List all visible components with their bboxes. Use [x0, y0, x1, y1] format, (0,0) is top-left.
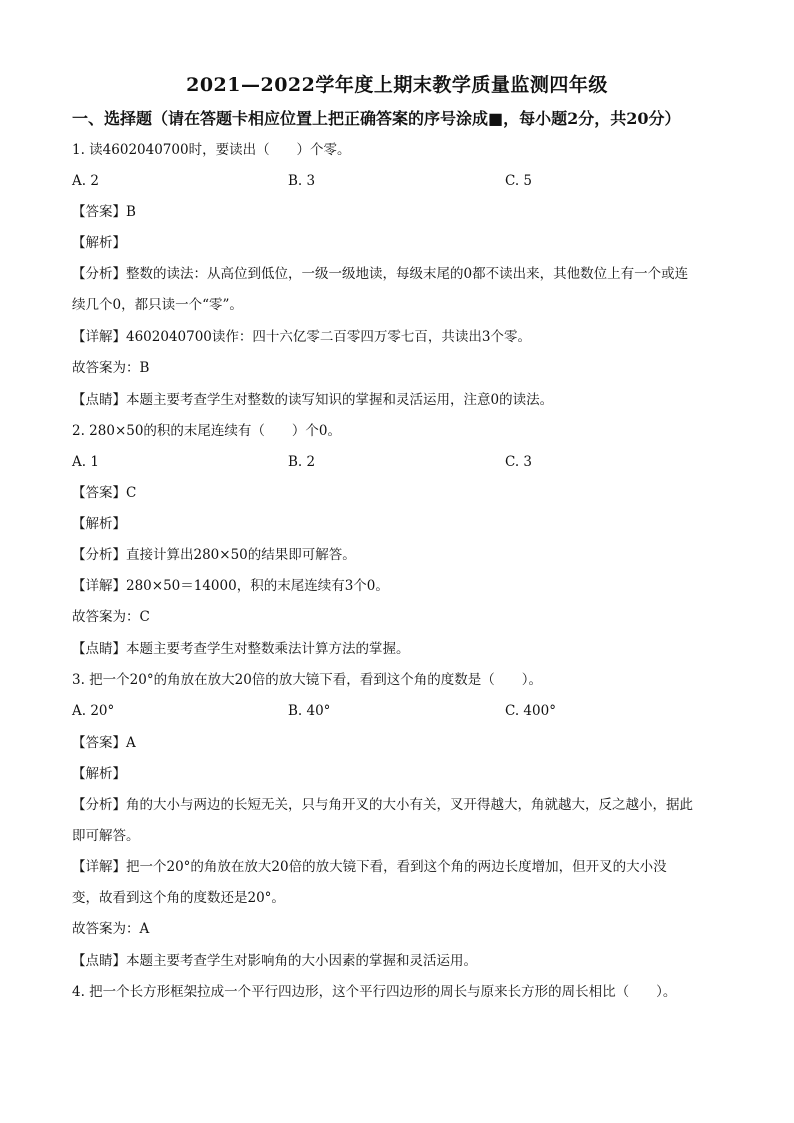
q1-dianjing: 【点睛】本题主要考查学生对整数的读写知识的掌握和灵活运用，注意0的读法。 — [72, 392, 554, 408]
q3-option-b: B. 40° — [288, 703, 331, 719]
q3-stem: 3. 把一个20°的角放在放大20倍的放大镜下看，看到这个角的度数是（ ）。 — [72, 672, 543, 688]
q2-conclusion: 故答案为：C — [72, 609, 150, 625]
q1-option-b: B. 3 — [288, 173, 316, 189]
q3-fenxi-line1: 【分析】角的大小与两边的长短无关，只与角开叉的大小有关，叉开得越大，角就越大，反之越小，据此 — [72, 797, 693, 813]
q3-xiangjie-line2: 变，故看到这个角的度数还是20°。 — [72, 890, 285, 906]
q1-conclusion: 故答案为：B — [72, 360, 150, 376]
section-heading: 一、选择题（请在答题卡相应位置上把正确答案的序号涂成■，每小题2分，共20分） — [72, 109, 681, 128]
q2-option-c: C. 3 — [505, 454, 533, 470]
q3-fenxi-line2: 即可解答。 — [72, 828, 140, 844]
q2-option-b: B. 2 — [288, 454, 316, 470]
q3-xiangjie-line1: 【详解】把一个20°的角放在放大20倍的放大镜下看，看到这个角的两边长度增加，但开叉的大小没 — [72, 859, 667, 875]
q1-option-a: A. 2 — [72, 173, 99, 189]
q2-fenxi: 【分析】直接计算出280×50的结果即可解答。 — [72, 547, 356, 563]
q2-dianjing: 【点睛】本题主要考查学生对整数乘法计算方法的掌握。 — [72, 641, 410, 657]
q1-analysis-label: 【解析】 — [72, 235, 126, 251]
q3-analysis-label: 【解析】 — [72, 766, 126, 782]
q2-option-a: A. 1 — [72, 454, 99, 470]
q1-answer: 【答案】B — [72, 204, 136, 220]
q1-option-c: C. 5 — [505, 173, 533, 189]
q3-option-c: C. 400° — [505, 703, 556, 719]
q1-stem: 1. 读4602040700时，要读出（ ）个零。 — [72, 142, 351, 158]
page-title: 2021—2022学年度上期末教学质量监测四年级 — [186, 74, 608, 96]
q1-xiangjie: 【详解】4602040700读作：四十六亿零二百零四万零七百，共读出3个零。 — [72, 329, 531, 345]
q1-fenxi-line2: 续几个0，都只读一个“零”。 — [72, 297, 243, 313]
q4-stem: 4. 把一个长方形框架拉成一个平行四边形，这个平行四边形的周长与原来长方形的周长相比（ ）。 — [72, 984, 677, 1000]
q3-conclusion: 故答案为：A — [72, 921, 150, 937]
q2-stem: 2. 280×50的积的末尾连续有（ ）个0。 — [72, 423, 342, 439]
q1-fenxi-line1: 【分析】整数的读法：从高位到低位，一级一级地读，每级末尾的0都不读出来，其他数位上有一个或连 — [72, 266, 689, 282]
q3-dianjing: 【点睛】本题主要考查学生对影响角的大小因素的掌握和灵活运用。 — [72, 953, 477, 969]
q2-xiangjie: 【详解】280×50＝14000，积的末尾连续有3个0。 — [72, 578, 389, 594]
q2-analysis-label: 【解析】 — [72, 516, 126, 532]
q3-option-a: A. 20° — [72, 703, 115, 719]
q3-answer: 【答案】A — [72, 735, 136, 751]
q2-answer: 【答案】C — [72, 485, 137, 501]
